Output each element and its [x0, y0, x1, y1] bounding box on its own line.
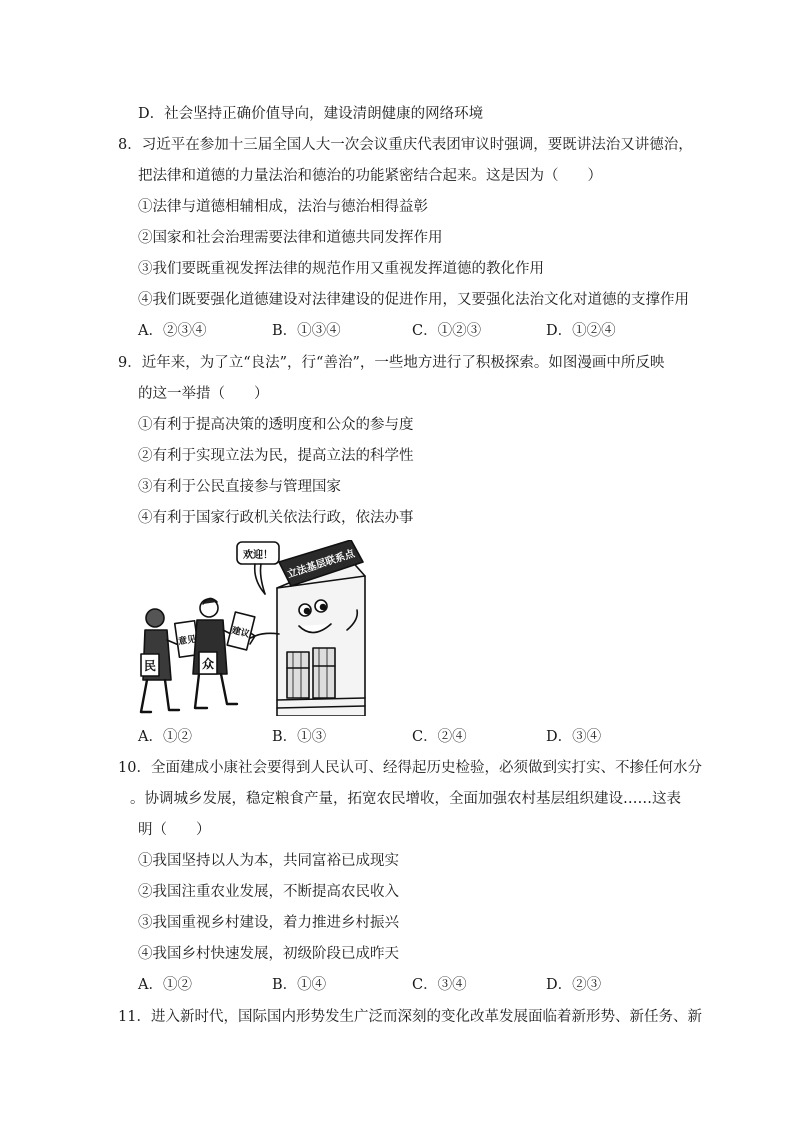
q10-stem-line1: 10．全面建成小康社会要得到人民认可、经得起历史检验，必须做到实打实、不掺任何水分: [118, 760, 702, 776]
q8-item-4: ④我们既要强化道德建设对法律建设的促进作用，又要强化法治文化对道德的支撑作用: [138, 292, 689, 308]
q9-option-b[interactable]: B．①③: [272, 729, 327, 745]
badge-zhong-text: 众: [201, 657, 215, 671]
q9-item-2: ②有利于实现立法为民，提高立法的科学性: [138, 448, 414, 464]
paper-yijian-text: 意见: [177, 634, 197, 648]
q8-stem-line1: 8．习近平在参加十三届全国人大一次会议重庆代表团审议时强调，要既讲法治又讲德治，: [118, 137, 693, 153]
q9-stem-line1: 9．近年来，为了立“良法”，行“善治”，一些地方进行了积极探索。如图漫画中所反映: [118, 355, 665, 371]
q10-option-a[interactable]: A．①②: [138, 977, 192, 993]
speech-bubble-text: 欢迎！: [243, 550, 273, 561]
q9-stem-line2: 的这一举措（ ）: [138, 386, 269, 402]
q11-stem-line1: 11．进入新时代，国际国内形势发生广泛而深刻的变化改革发展面临着新形势、新任务、新: [118, 1009, 702, 1025]
q10-item-1: ①我国坚持以人为本，共同富裕已成现实: [138, 853, 399, 869]
building-sign-text: 立法基层联系点: [286, 548, 357, 581]
q10-item-4: ④我国乡村快速发展，初级阶段已成昨天: [138, 946, 399, 962]
q10-item-2: ②我国注重农业发展，不断提高农民收入: [138, 884, 399, 900]
q9-option-a[interactable]: A．①②: [138, 729, 192, 745]
q8-option-c[interactable]: C．①②③: [412, 323, 482, 339]
legislation-contact-point-cartoon: [137, 540, 369, 716]
q8-item-3: ③我们要既重视发挥法律的规范作用又重视发挥道德的教化作用: [138, 261, 544, 277]
paper-jianyi-text: 建议: [230, 625, 251, 640]
badge-min-text: 民: [143, 659, 157, 673]
q8-option-d[interactable]: D．①②④: [546, 323, 616, 339]
q9-item-3: ③有利于公民直接参与管理国家: [138, 479, 341, 495]
q9-option-d[interactable]: D．③④: [546, 729, 602, 745]
q9-option-c[interactable]: C．②④: [412, 729, 467, 745]
q10-stem-line2: 。协调城乡发展，稳定粮食产量，拓宽农民增收，全面加强农村基层组织建设……这表: [130, 791, 681, 807]
q8-option-a[interactable]: A．②③④: [138, 323, 207, 339]
q10-stem-line3: 明（ ）: [138, 822, 211, 838]
q10-option-c[interactable]: C．③④: [412, 977, 467, 993]
q8-option-b[interactable]: B．①③④: [272, 323, 341, 339]
q10-option-d[interactable]: D．②③: [546, 977, 602, 993]
q8-item-1: ①法律与道德相辅相成，法治与德治相得益彰: [138, 199, 428, 215]
q10-item-3: ③我国重视乡村建设，着力推进乡村振兴: [138, 915, 399, 931]
q8-stem-line2: 把法律和道德的力量法治和德治的功能紧密结合起来。这是因为（ ）: [138, 168, 602, 184]
q9-item-1: ①有利于提高决策的透明度和公众的参与度: [138, 417, 414, 433]
q7-option-d: D．社会坚持正确价值导向，建设清朗健康的网络环境: [138, 106, 484, 122]
q10-option-b[interactable]: B．①④: [272, 977, 327, 993]
person-middle: [193, 598, 237, 708]
q8-item-2: ②国家和社会治理需要法律和道德共同发挥作用: [138, 230, 443, 246]
q9-item-4: ④有利于国家行政机关依法行政，依法办事: [138, 510, 414, 526]
